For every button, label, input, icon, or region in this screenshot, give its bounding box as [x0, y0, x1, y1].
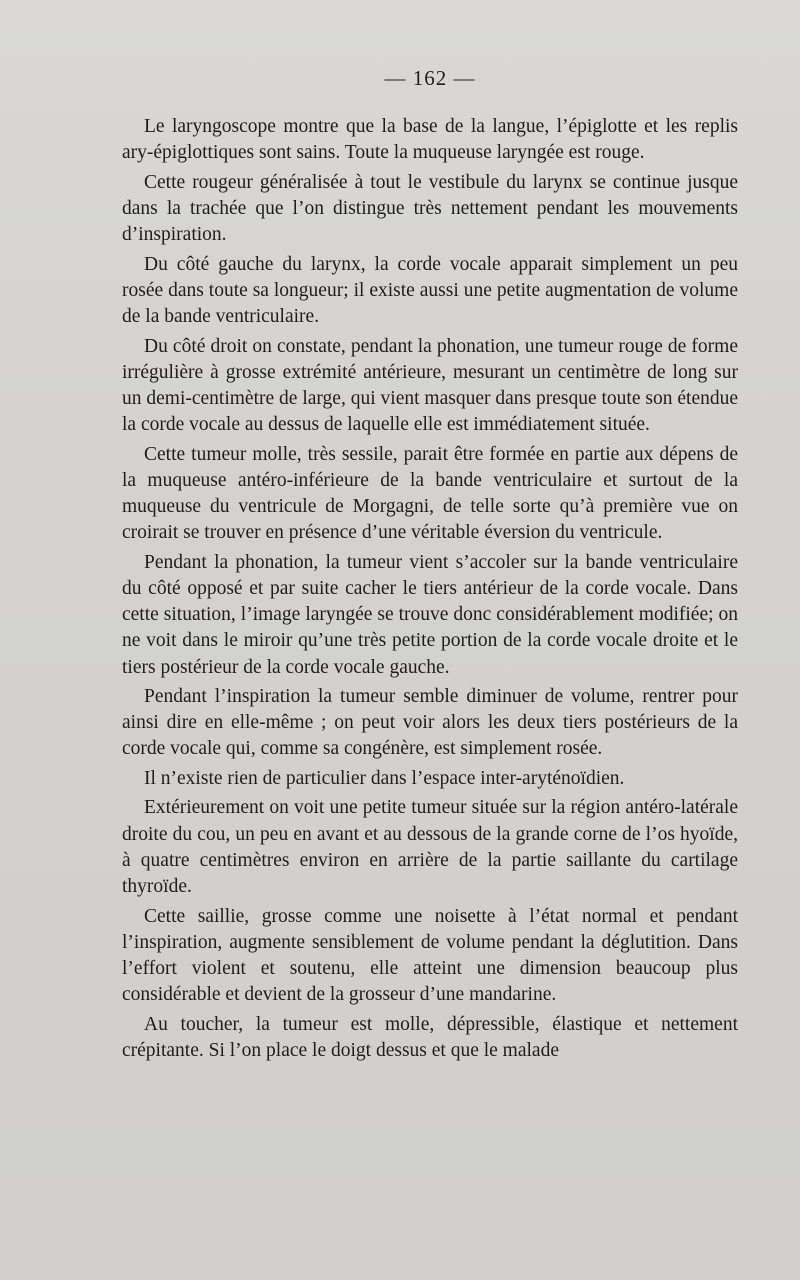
- paragraph: Cette rougeur généralisée à tout le vestibule du larynx se continue jusque dans la trachée que l’on distingue très nettement pendant les mouvements d’inspiration.: [122, 171, 738, 246]
- paragraph: Le laryngoscope montre que la base de la langue, l’épiglotte et les replis ary-épiglottiques sont sains. Toute la muqueuse laryngée est rouge.: [122, 116, 738, 164]
- paragraph: Au toucher, la tumeur est molle, dépressible, élastique et nettement crépitante. Si l’on place le doigt dessus et que le malade: [122, 1013, 738, 1061]
- page-number: — 162 —: [384, 66, 476, 90]
- paragraph: Cette saillie, grosse comme une noisette à l’état normal et pendant l’inspiration, augmente sensiblement de volume pendant la déglutition. Dans l’effort violent et soutenu, elle atteint une dimension beaucoup plus considérable et devient de la grosseur d’une mandarine.: [122, 905, 738, 1006]
- paragraph: Pendant l’inspiration la tumeur semble diminuer de volume, rentrer pour ainsi dire en elle-même ; on peut voir alors les deux tiers postérieurs de la corde vocale qui, comme sa congénère, est simplement rosée.: [122, 686, 738, 760]
- paragraph: Il n’existe rien de particulier dans l’espace inter-aryténoïdien.: [144, 767, 625, 789]
- paragraph: Cette tumeur molle, très sessile, parait être formée en partie aux dépens de la muqueuse antéro-inférieure de la bande ventriculaire et surtout de la muqueuse du ventricule de Morgagni, de telle sorte qu’à première vue on croirait se trouver en présence d’une véritable éversion du ventricule.: [122, 443, 738, 544]
- body-text: [122, 114, 738, 1067]
- paragraph: Extérieurement on voit une petite tumeur située sur la région antéro-latérale droite du cou, un peu en avant et au dessous de la grande corne de l’os hyoïde, à quatre centimètres environ en arrière de la partie saillante du cartilage thyroïde.: [122, 797, 738, 898]
- paragraph: Pendant la phonation, la tumeur vient s’accoler sur la bande ventriculaire du côté opposé et par suite cacher le tiers antérieur de la corde vocale. Dans cette situation, l’image laryngée se trouve donc considérablement modifiée; on ne voit dans le miroir qu’une très petite portion de la corde vocale droite et le tiers postérieur de la corde vocale gauche.: [122, 551, 738, 678]
- paragraph: Du côté gauche du larynx, la corde vocale apparait simplement un peu rosée dans toute sa longueur; il existe aussi une petite augmentation de volume de la bande ventriculaire.: [122, 253, 738, 328]
- paragraph: Du côté droit on constate, pendant la phonation, une tumeur rouge de forme irrégulière à grosse extrémité antérieure, mesurant un centimètre de long sur un demi-centimètre de large, qui vient masquer dans presque toute son étendue la corde vocale au dessus de laquelle elle est immédiatement située.: [122, 335, 738, 436]
